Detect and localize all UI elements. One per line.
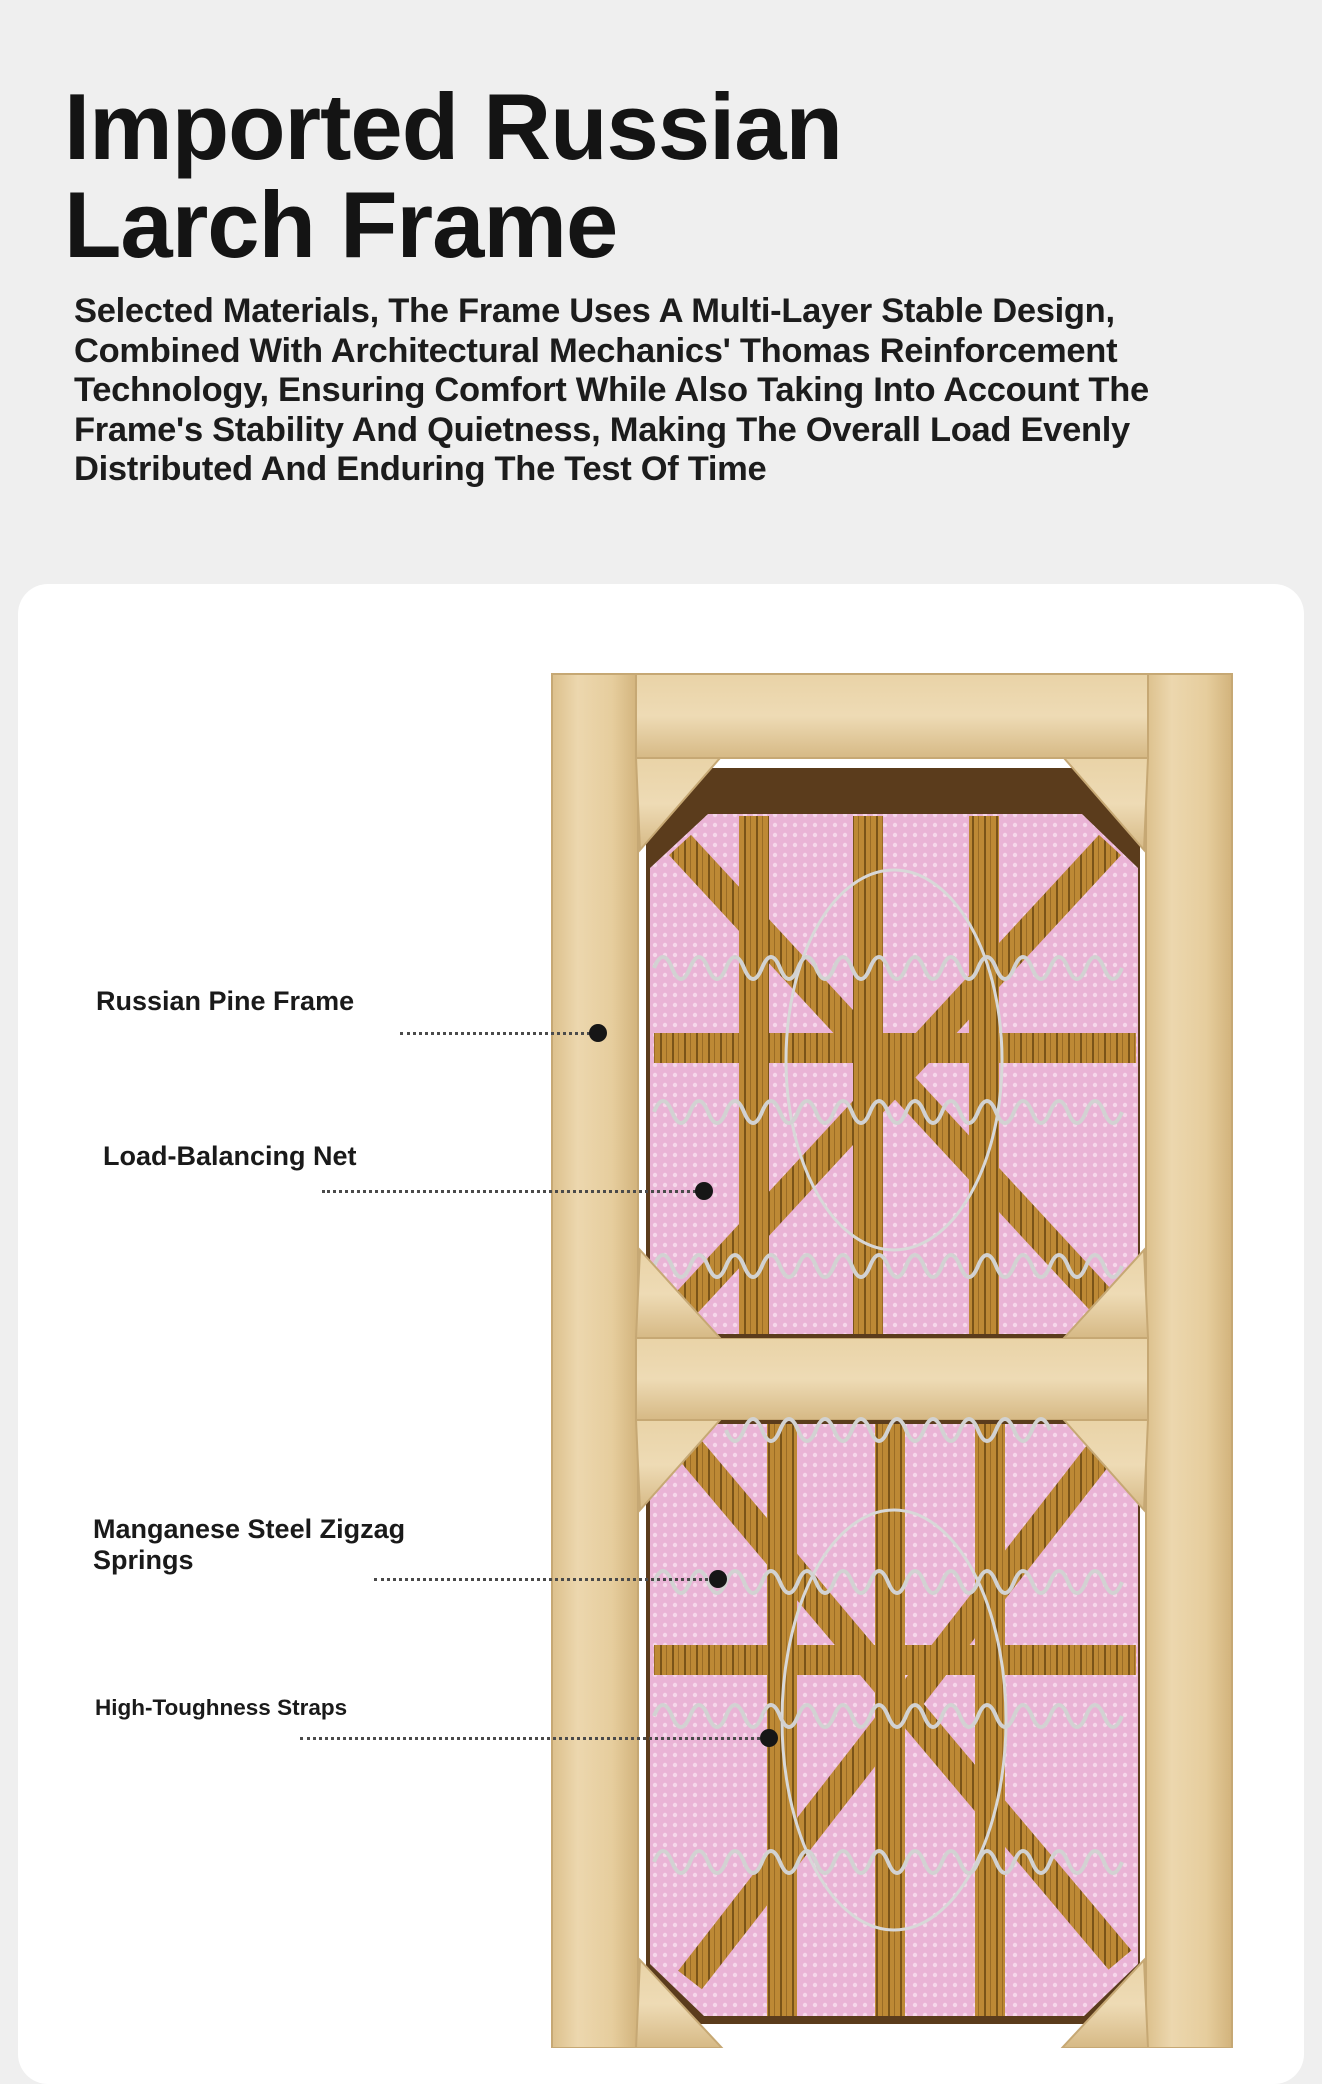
lower-bay: [636, 1419, 1148, 2048]
callout-leader-line: [300, 1737, 766, 1740]
callout-leader-line: [322, 1190, 702, 1193]
frame-top-rail: [636, 674, 1148, 758]
callout-marker-dot: [589, 1024, 607, 1042]
upper-bay: [636, 758, 1148, 1338]
frame-left-rail: [552, 674, 638, 2048]
callout-marker-dot: [695, 1182, 713, 1200]
title-line-2: Larch Frame: [64, 172, 618, 277]
description-text: Selected Materials, The Frame Uses A Multi-Layer Stable Design, Combined With Architectural Mechanics' Thomas Reinforcement Technology, Ensuring Comfort While Also Taking Into Account The Frame's Stability And Quietness, Making The Overall Load Evenly Distributed And Enduring The Test Of Time: [74, 292, 1149, 488]
callout-label-russian-pine-frame: Russian Pine Frame: [96, 986, 355, 1016]
callout-leader-line: [400, 1032, 596, 1035]
frame-middle-rail: [636, 1338, 1148, 1420]
callout-label-load-balancing-net: Load-Balancing Net: [103, 1141, 357, 1171]
callout-marker-dot: [709, 1570, 727, 1588]
callout-label-zigzag-springs: Manganese Steel Zigzag Springs: [93, 1514, 406, 1575]
callout-leader-line: [374, 1578, 714, 1581]
title-line-1: Imported Russian: [64, 74, 842, 179]
callout-label-high-toughness-straps: High-Toughness Straps: [95, 1695, 348, 1720]
callout-marker-dot: [760, 1729, 778, 1747]
frame-right-rail: [1146, 674, 1232, 2048]
